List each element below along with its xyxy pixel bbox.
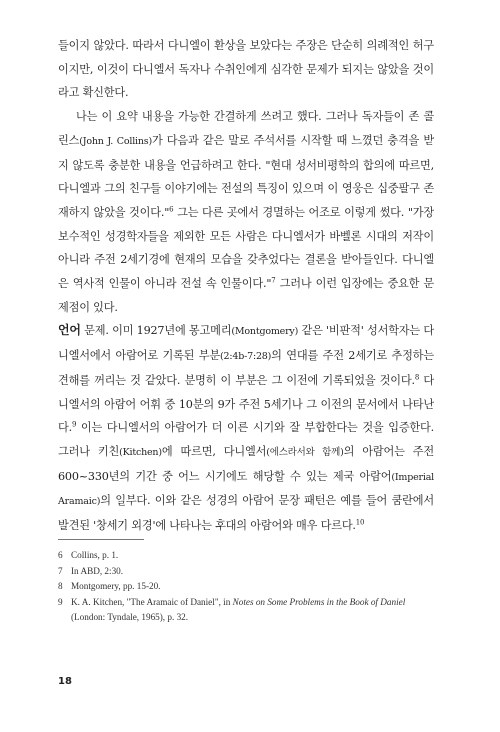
- footnote-text: K. A. Kitchen, "The Aramaic of Daniel", in: [71, 596, 233, 607]
- page-number: 18: [58, 676, 72, 687]
- footnote-item: [58, 579, 434, 595]
- paragraph-3-text: 에 따르면, 다니엘서: [161, 444, 267, 458]
- footnote-number: 9: [58, 596, 63, 607]
- paragraph-2-quote: 가 다음과 같은 말로 주석서를 시작할 때 느꼈던 충격을 받지 않도록 충분한 내용을 언급하려고 한다. "현대 성서비평학의 합의에 따르면, 다니엘과 그의 친구들 이야기에는 전설의 특징이 있으며 이 영웅은 십중팔구 존재하지 않았을 것이다.": [58, 133, 434, 219]
- scripture-reference: (2:4b-7:28): [220, 351, 272, 363]
- footnote-ref[interactable]: 6: [169, 205, 174, 214]
- footnote-ref[interactable]: 9: [71, 420, 77, 429]
- footnote-text: Montgomery, pp. 15-20.: [71, 581, 161, 592]
- paragraph-2: [58, 105, 434, 319]
- footnote-divider: [58, 539, 144, 540]
- paragraph-1: [58, 34, 434, 105]
- paragraph-3-text: 다니엘서의 아람어 어휘 중 10분의 9가 주전 5세기나 그 이전의 문서에서 나타난다.: [58, 373, 435, 435]
- paragraph-1-text: 들이지 않았다. 따라서 다니엘이 환상을 보았다는 주장은 단순히 의례적인 허구이지만, 이것이 다니엘서 독자나 수취인에게 심각한 문제가 되지는 않았을 것이라고 확신한다.: [58, 39, 434, 100]
- latin-name-kitchen: (Kitchen): [119, 446, 162, 458]
- paragraph-3-text: 문제. 이미 1927년에 몽고메리: [80, 324, 232, 338]
- paragraph-3-text: 의 일부다. 이와 같은 성경의 아람어 문장 패턴은 예를 들어 쿰란에서 발견된 '창세기 외경'에 나타나는 후대의 아람어와 매우 다르다.: [58, 494, 434, 533]
- paragraph-3-text: 이는 다니엘서의 아람어가 더 이른 시기와 잘 부합한다는 것을 입증한다. 그러나 키친: [58, 421, 434, 458]
- footnotes: [58, 548, 434, 626]
- section-term-heading: 언어: [58, 323, 81, 338]
- footnote-number: 8: [58, 581, 63, 592]
- footnote-item: [58, 548, 434, 564]
- latin-name-collins: (John J. Collins): [79, 135, 152, 147]
- paragraph-2-text-end: 그러나 이런 입장에는 중요한 문제점이 있다.: [58, 277, 434, 314]
- footnote-text: In ABD, 2:30.: [71, 565, 124, 576]
- footnote-text: (London: Tyndale, 1965), p. 32.: [71, 612, 189, 623]
- footnote-item: [58, 564, 434, 580]
- footnote-text: Collins, p. 1.: [71, 550, 119, 560]
- footnote-number: 7: [58, 565, 63, 576]
- footnote-ref[interactable]: 8: [414, 373, 420, 382]
- paragraph-2-text: 나는 이 요약 내용을 가능한 간결하게 쓰려고 했다. 그러나 독자들이 존 콜린스: [58, 110, 434, 147]
- main-text: [58, 34, 434, 538]
- latin-name-montgomery: (Montgomery): [231, 326, 299, 338]
- paragraph-3-text: 의 연대를 주전 2세기로 추정하는 견해를 꺼리는 것 같았다. 분명히 이 부분은 그 이전에 기록되었을 것이다.: [58, 349, 434, 387]
- latin-term-imperial-aramaic: (Imperial Aramaic): [58, 471, 434, 508]
- footnote-number: 6: [58, 550, 63, 560]
- parenthetical-note: (에스라서와 함께): [266, 446, 344, 458]
- paragraph-3: [58, 319, 434, 537]
- footnote-item: [58, 595, 434, 626]
- footnote-ref[interactable]: 7: [271, 276, 276, 285]
- paragraph-3-text: 같은 '비판적' 성서학자는 다니엘서에서 아람어로 기록된 부분: [58, 324, 434, 363]
- book-title: Notes on Some Problems in the Book of Daniel: [232, 596, 406, 607]
- paragraph-2-text-cont: 그는 다른 곳에서 경멸하는 어조로 이렇게 썼다. "가장 보수적인 성경학자들을 제외한 모든 사람은 다니엘서가 바벨론 시대의 저작이 아니라 주전 2세기경에 현재의 모습을 갖추었다는 결론을 받아들인다. 다니엘은 역사적 인물이 아니라 전설 속 인물이다.": [58, 205, 434, 291]
- paragraph-3-text: 의 아람어는 주전 600~330년의 기간 중 어느 시기에도 해당할 수 있는 제국 아람어: [58, 444, 434, 483]
- footnote-ref[interactable]: 10: [355, 518, 365, 527]
